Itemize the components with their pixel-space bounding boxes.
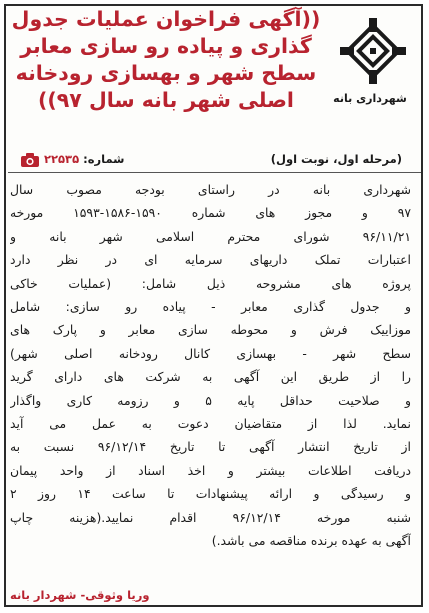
- body-text-segment: و جدول گذاری معابر - پیاده رو سازی: شامل: [10, 299, 411, 315]
- title-line: سطح شهر و بهسازی رودخانه: [15, 61, 317, 85]
- body-text-segment: شهرداری بانه در راستای بودجه مصوب سال: [10, 182, 411, 197]
- body-line: [10, 365, 411, 388]
- notice-meta: [10, 152, 410, 170]
- body-line: [10, 272, 411, 295]
- notice-title: [8, 6, 324, 114]
- body-text-segment: ۹۷ و مجوز های شماره ۱۵۹۰-۱۵۸۶-۱۵۹۳ مورخه: [10, 205, 411, 221]
- body-text-segment: آگهی به عهده برنده مناقصه می باشد.): [211, 533, 411, 549]
- body-line: [10, 225, 411, 248]
- body-text-segment: از تاریخ انتشار آگهی تا تاریخ: [146, 439, 411, 455]
- body-text-segment: و رسیدگی و ارائه پیشنهادات تا ساعت ۱۴ روز ۲: [10, 486, 411, 502]
- body-text-segment: شنبه مورخه: [280, 509, 411, 525]
- body-line: [10, 389, 411, 412]
- body-text-segment: نماید. لذا از متقاضیان دعوت به عمل می آید: [10, 416, 411, 432]
- body-text-segment: اعتبارات تملک داریهای سرمایه ای در نظر دارد: [10, 252, 411, 268]
- body-line: [10, 459, 411, 482]
- notice-body: [10, 178, 411, 553]
- body-line: [10, 529, 411, 552]
- body-line: [10, 482, 411, 505]
- body-text-segment: دریافت اطلاعات بیشتر و اخذ اسناد از واحد پیمان: [10, 462, 411, 478]
- title-line: گذاری و پیاده رو سازی معابر: [20, 34, 312, 58]
- title-line: ((آگهی فراخوان عملیات جدول: [11, 7, 321, 31]
- body-line: [10, 178, 411, 201]
- body-text-segment: پروژه های مشروحه ذیل شامل: (عملیات خاکی: [10, 275, 411, 291]
- number-label: شماره:: [83, 152, 125, 166]
- body-text-segment: ۹۶/۱۱/۲۱: [362, 228, 411, 244]
- body-line: [10, 318, 411, 341]
- signature: وریا وثوقی- شهردار بانه: [10, 588, 150, 602]
- camera-icon: [20, 152, 40, 168]
- body-line: [10, 412, 411, 435]
- organization-name: شهرداری بانه: [333, 92, 407, 105]
- municipality-logo: [338, 16, 408, 86]
- body-text-segment: موزاییک فرش و محوطه سازی معابر و پارک های: [10, 322, 411, 338]
- title-line: اصلی شهر بانه سال ۹۷)): [38, 88, 294, 112]
- body-text-segment: ۹۶/۱۲/۱۴: [97, 439, 147, 455]
- body-line: [10, 506, 411, 529]
- body-text-segment: ۹۶/۱۲/۱۴: [232, 509, 281, 525]
- body-line: [10, 248, 411, 271]
- body-text-segment: سطح شهر - بهسازی کانال رودخانه اصلی شهر): [10, 345, 411, 361]
- body-text-segment: و صلاحیت حداقل پایه ۵ و رزومه کاری واگذار: [10, 392, 411, 408]
- body-line: [10, 342, 411, 365]
- body-line: [10, 435, 411, 458]
- body-text-segment: اقدام نمایید.(هزینه چاپ: [10, 509, 233, 525]
- body-text-segment: را از طریق این آگهی به شرکت های دارای گرید: [10, 369, 411, 385]
- divider: [8, 172, 421, 173]
- notice-number: [44, 152, 124, 166]
- body-line: [10, 295, 411, 318]
- number-value: ۲۲۵۳۵: [44, 152, 80, 166]
- stage-label: (مرحله اول، نوبت اول): [270, 152, 402, 166]
- body-text-segment: شورای محترم اسلامی شهر بانه و: [10, 228, 363, 244]
- body-text-segment: نسبت به: [10, 439, 98, 455]
- body-line: [10, 201, 411, 224]
